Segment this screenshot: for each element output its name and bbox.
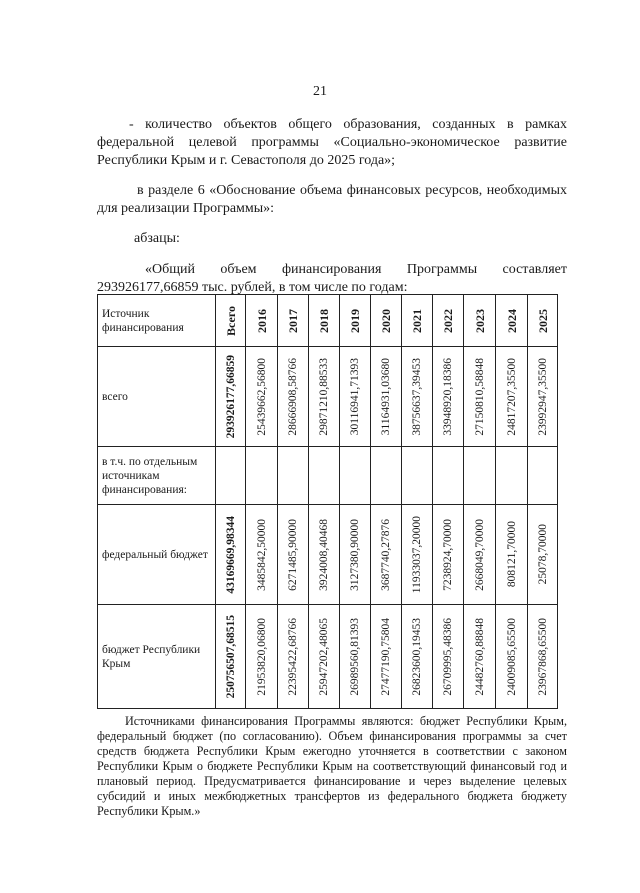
value-cell bbox=[433, 505, 464, 605]
cell-value: 29871210,88533 bbox=[318, 357, 330, 436]
header-label: 2019 bbox=[348, 308, 362, 333]
cell-value: 23967868,65500 bbox=[536, 617, 549, 696]
cell-value: 250756507,68515 bbox=[224, 614, 237, 699]
cell-value: 24817207,35500 bbox=[505, 357, 518, 436]
paragraph-line: «Общий объем финансирования Программы составляет bbox=[145, 262, 567, 277]
cell-value: 43169669,98344 bbox=[224, 515, 237, 594]
value-cell bbox=[464, 605, 496, 709]
cell-value: 3127380,90000 bbox=[349, 518, 361, 591]
empty-cell bbox=[496, 447, 528, 505]
cell-value: 3687740,27876 bbox=[380, 518, 392, 591]
paragraph-abzacy: абзацы: bbox=[134, 231, 180, 246]
cell-value: 23992947,35500 bbox=[536, 357, 549, 436]
empty-cell bbox=[433, 447, 464, 505]
cell-value: 26823600,19453 bbox=[411, 617, 423, 696]
header-cell bbox=[496, 295, 528, 347]
header-label: 2025 bbox=[535, 308, 550, 333]
paragraph-line: федеральной целевой программы «Социально-экономическое развитие bbox=[97, 135, 567, 150]
cell-value: 808121,70000 bbox=[505, 521, 518, 588]
cell-value: 22395422,68766 bbox=[287, 617, 299, 696]
cell-value: 24009085,65500 bbox=[505, 617, 518, 696]
cell-value: 2668049,70000 bbox=[473, 518, 486, 591]
value-cell bbox=[216, 605, 246, 709]
value-cell bbox=[246, 505, 278, 605]
footer-paragraph: Источниками финансирования Программы являются: бюджет Республики Крым, федеральный бюджет (по согласованию). Объем финансирования программы за счет средств бюджета Республики Крым ежегодно уточняется в соответствии с законом Республики Крым о бюджете Республики Крым на соответствующий финансовый год и плановый период. Предусматривается финансирование и через выделение целевых субсидий и иных межбюджетных трансфертов из федерального бюджета бюджету Республики Крым.» bbox=[97, 714, 567, 818]
value-cell bbox=[309, 505, 340, 605]
cell-value: 25078,70000 bbox=[536, 524, 549, 585]
cell-value: 3924008,40468 bbox=[318, 518, 330, 591]
empty-cell bbox=[464, 447, 496, 505]
empty-cell bbox=[216, 447, 246, 505]
value-cell bbox=[216, 505, 246, 605]
value-cell bbox=[309, 605, 340, 709]
value-cell bbox=[528, 605, 558, 709]
header-cell bbox=[340, 295, 371, 347]
value-cell bbox=[528, 347, 558, 447]
header-label: 2020 bbox=[379, 308, 393, 333]
cell-value: 38756637,39453 bbox=[411, 357, 423, 436]
table-row-federal bbox=[98, 505, 558, 605]
paragraph-line: в разделе 6 «Обоснование объема финансовых ресурсов, необходимых bbox=[137, 183, 567, 198]
table-row-total bbox=[98, 347, 558, 447]
header-label: 2024 bbox=[504, 308, 519, 333]
cell-value: 11933037,20000 bbox=[411, 515, 423, 594]
cell-value: 27150810,58848 bbox=[473, 357, 486, 436]
cell-value: 293926177,66859 bbox=[224, 354, 237, 439]
cell-value: 27477190,75804 bbox=[380, 617, 392, 696]
paragraph-line: - количество объектов общего образования, созданных в рамках bbox=[129, 117, 567, 132]
header-cell bbox=[433, 295, 464, 347]
value-cell bbox=[433, 605, 464, 709]
empty-cell bbox=[246, 447, 278, 505]
table-row-subheading bbox=[98, 447, 558, 505]
header-cell bbox=[371, 295, 402, 347]
empty-cell bbox=[340, 447, 371, 505]
empty-cell bbox=[278, 447, 309, 505]
empty-cell bbox=[528, 447, 558, 505]
value-cell bbox=[371, 605, 402, 709]
value-cell bbox=[496, 347, 528, 447]
row-label: в т.ч. по отдельным источникам финансирования: bbox=[98, 447, 216, 505]
header-label: 2018 bbox=[317, 308, 331, 333]
header-cell bbox=[464, 295, 496, 347]
cell-value: 7238924,70000 bbox=[442, 518, 454, 591]
value-cell bbox=[528, 505, 558, 605]
empty-cell bbox=[309, 447, 340, 505]
value-cell bbox=[246, 605, 278, 709]
value-cell bbox=[340, 347, 371, 447]
paragraph-total bbox=[97, 261, 567, 297]
empty-cell bbox=[402, 447, 433, 505]
cell-value: 3485842,50000 bbox=[255, 518, 268, 591]
value-cell bbox=[402, 347, 433, 447]
page-number: 21 bbox=[313, 84, 327, 99]
cell-value: 28666908,58766 bbox=[287, 357, 299, 436]
value-cell bbox=[433, 347, 464, 447]
header-cell bbox=[309, 295, 340, 347]
value-cell bbox=[464, 505, 496, 605]
value-cell bbox=[278, 347, 309, 447]
value-cell bbox=[371, 505, 402, 605]
cell-value: 24482760,88848 bbox=[473, 617, 486, 696]
header-label: 2022 bbox=[441, 308, 455, 333]
header-source-cell: Источник финансирования bbox=[98, 295, 216, 347]
paragraph-objects bbox=[97, 116, 567, 170]
header-label: 2023 bbox=[472, 308, 487, 333]
value-cell bbox=[371, 347, 402, 447]
row-label: федеральный бюджет bbox=[98, 505, 216, 605]
table-header-row bbox=[98, 295, 558, 347]
value-cell bbox=[216, 347, 246, 447]
header-label: Всего bbox=[223, 305, 238, 336]
cell-value: 30116941,71393 bbox=[349, 357, 361, 436]
header-cell bbox=[528, 295, 558, 347]
value-cell bbox=[496, 605, 528, 709]
value-cell bbox=[340, 605, 371, 709]
header-cell bbox=[278, 295, 309, 347]
value-cell bbox=[402, 505, 433, 605]
cell-value: 6271485,90000 bbox=[287, 518, 299, 591]
header-label: 2016 bbox=[254, 308, 269, 333]
value-cell bbox=[496, 505, 528, 605]
header-label: 2017 bbox=[286, 308, 300, 333]
financing-table bbox=[97, 294, 558, 709]
paragraph-line: 293926177,66859 тыс. рублей, в том числе по годам: bbox=[97, 280, 408, 295]
table-row-crimea bbox=[98, 605, 558, 709]
row-label: всего bbox=[98, 347, 216, 447]
cell-value: 26709995,48386 bbox=[442, 617, 454, 696]
paragraph-section-6 bbox=[97, 182, 567, 218]
header-cell bbox=[246, 295, 278, 347]
paragraph-line: Республики Крым и г. Севастополя до 2025 года»; bbox=[97, 153, 396, 168]
cell-value: 31164931,03680 bbox=[380, 357, 392, 436]
cell-value: 25439662,56800 bbox=[255, 357, 268, 436]
value-cell bbox=[340, 505, 371, 605]
value-cell bbox=[278, 605, 309, 709]
cell-value: 25947202,48065 bbox=[318, 617, 330, 696]
value-cell bbox=[402, 605, 433, 709]
value-cell bbox=[464, 347, 496, 447]
paragraph-line: для реализации Программы»: bbox=[97, 201, 275, 216]
cell-value: 26989560,81393 bbox=[349, 617, 361, 696]
empty-cell bbox=[371, 447, 402, 505]
header-cell bbox=[216, 295, 246, 347]
value-cell bbox=[278, 505, 309, 605]
cell-value: 33948920,18386 bbox=[442, 357, 454, 436]
row-label: бюджет Республики Крым bbox=[98, 605, 216, 709]
cell-value: 21953820,06800 bbox=[255, 617, 268, 696]
header-label: 2021 bbox=[410, 308, 424, 333]
header-cell bbox=[402, 295, 433, 347]
value-cell bbox=[246, 347, 278, 447]
value-cell bbox=[309, 347, 340, 447]
